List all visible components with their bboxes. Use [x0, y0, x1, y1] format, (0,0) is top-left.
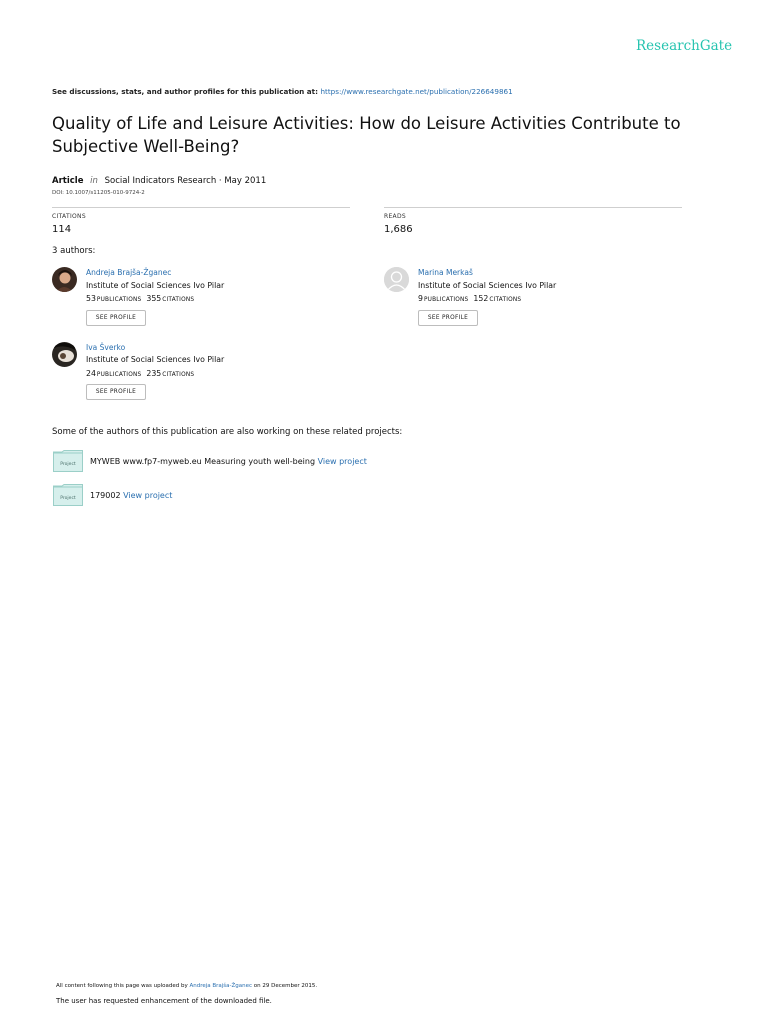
- meta-in: in: [90, 176, 98, 186]
- author-name-link[interactable]: Marina Merkaš: [418, 268, 473, 277]
- project-icon-label: Project: [60, 496, 76, 501]
- project-folder-icon[interactable]: [53, 484, 83, 504]
- view-project-link[interactable]: View project: [123, 491, 173, 500]
- intro-line: [52, 87, 513, 96]
- project-item: [90, 457, 367, 466]
- upload-note: [56, 983, 317, 989]
- author-publications-label: PUBLICATIONS: [96, 297, 142, 303]
- researchgate-logo[interactable]: ResearchGate: [636, 38, 733, 54]
- author-stats: [86, 294, 199, 303]
- project-icon-label: Project: [60, 462, 76, 467]
- author-publications-count: 9: [418, 294, 423, 303]
- enhancement-note: The user has requested enhancement of the downloaded file.: [56, 997, 272, 1005]
- reads-divider: [384, 207, 682, 208]
- project-text: 179002: [90, 491, 121, 500]
- author-citations-label: CITATIONS: [162, 372, 195, 378]
- author-citations-label: CITATIONS: [162, 297, 195, 303]
- journal-link[interactable]: Social Indicators Research · May 2011: [104, 176, 267, 186]
- see-profile-button[interactable]: SEE PROFILE: [86, 384, 146, 400]
- citations-divider: [52, 207, 350, 208]
- folder-icon: [53, 450, 83, 472]
- author-avatar[interactable]: [52, 342, 77, 367]
- publication-meta: [52, 176, 266, 186]
- reads-count: 1,686: [384, 224, 413, 235]
- author-institution: Institute of Social Sciences Ivo Pilar: [86, 355, 225, 364]
- reads-label: READS: [384, 213, 406, 220]
- doi: DOI: 10.1007/s11205-010-9724-2: [52, 190, 145, 196]
- intro-text: See discussions, stats, and author profiles for this publication at:: [52, 87, 318, 96]
- author-citations-count: 152: [473, 294, 489, 303]
- author-stats: [418, 294, 526, 303]
- author-publications-count: 24: [86, 369, 96, 378]
- see-profile-button[interactable]: SEE PROFILE: [418, 310, 478, 326]
- author-publications-count: 53: [86, 294, 96, 303]
- author-institution: Institute of Social Sciences Ivo Pilar: [418, 281, 557, 290]
- publication-type: Article: [52, 176, 84, 186]
- author-stats: [86, 369, 199, 378]
- upload-suffix: on 29 December 2015.: [253, 983, 318, 989]
- see-profile-button[interactable]: SEE PROFILE: [86, 310, 146, 326]
- author-avatar[interactable]: [52, 267, 77, 292]
- author-publications-label: PUBLICATIONS: [96, 372, 142, 378]
- publication-title: Quality of Life and Leisure Activities: How do Leisure Activities Contribute to Subjective Well-Being?: [52, 114, 681, 156]
- citations-label: CITATIONS: [52, 213, 86, 220]
- author-citations-count: 355: [146, 294, 162, 303]
- authors-heading: 3 authors:: [52, 246, 96, 256]
- author-avatar[interactable]: [384, 267, 409, 292]
- author-institution: Institute of Social Sciences Ivo Pilar: [86, 281, 225, 290]
- author-photo-icon: [52, 342, 77, 367]
- author-photo-icon: [52, 267, 77, 292]
- author-citations-count: 235: [146, 369, 162, 378]
- citations-count: 114: [52, 224, 72, 235]
- project-folder-icon[interactable]: [53, 450, 83, 470]
- related-projects-heading: Some of the authors of this publication are also working on these related projects:: [52, 427, 403, 437]
- author-name-link[interactable]: Iva Šverko: [86, 343, 126, 352]
- uploader-link[interactable]: Andreja Brajša-Žganec: [189, 983, 253, 989]
- folder-icon: [53, 484, 83, 506]
- project-item: [90, 491, 172, 500]
- upload-prefix: All content following this page was uploaded by: [56, 983, 188, 989]
- author-name-link[interactable]: Andreja Brajša-Žganec: [86, 268, 172, 277]
- author-publications-label: PUBLICATIONS: [423, 297, 469, 303]
- view-project-link[interactable]: View project: [317, 457, 367, 466]
- default-user-icon: [384, 267, 409, 292]
- publication-url-link[interactable]: https://www.researchgate.net/publication/226649861: [320, 87, 513, 96]
- project-text: MYWEB www.fp7-myweb.eu Measuring youth well-being: [90, 457, 316, 466]
- author-citations-label: CITATIONS: [489, 297, 522, 303]
